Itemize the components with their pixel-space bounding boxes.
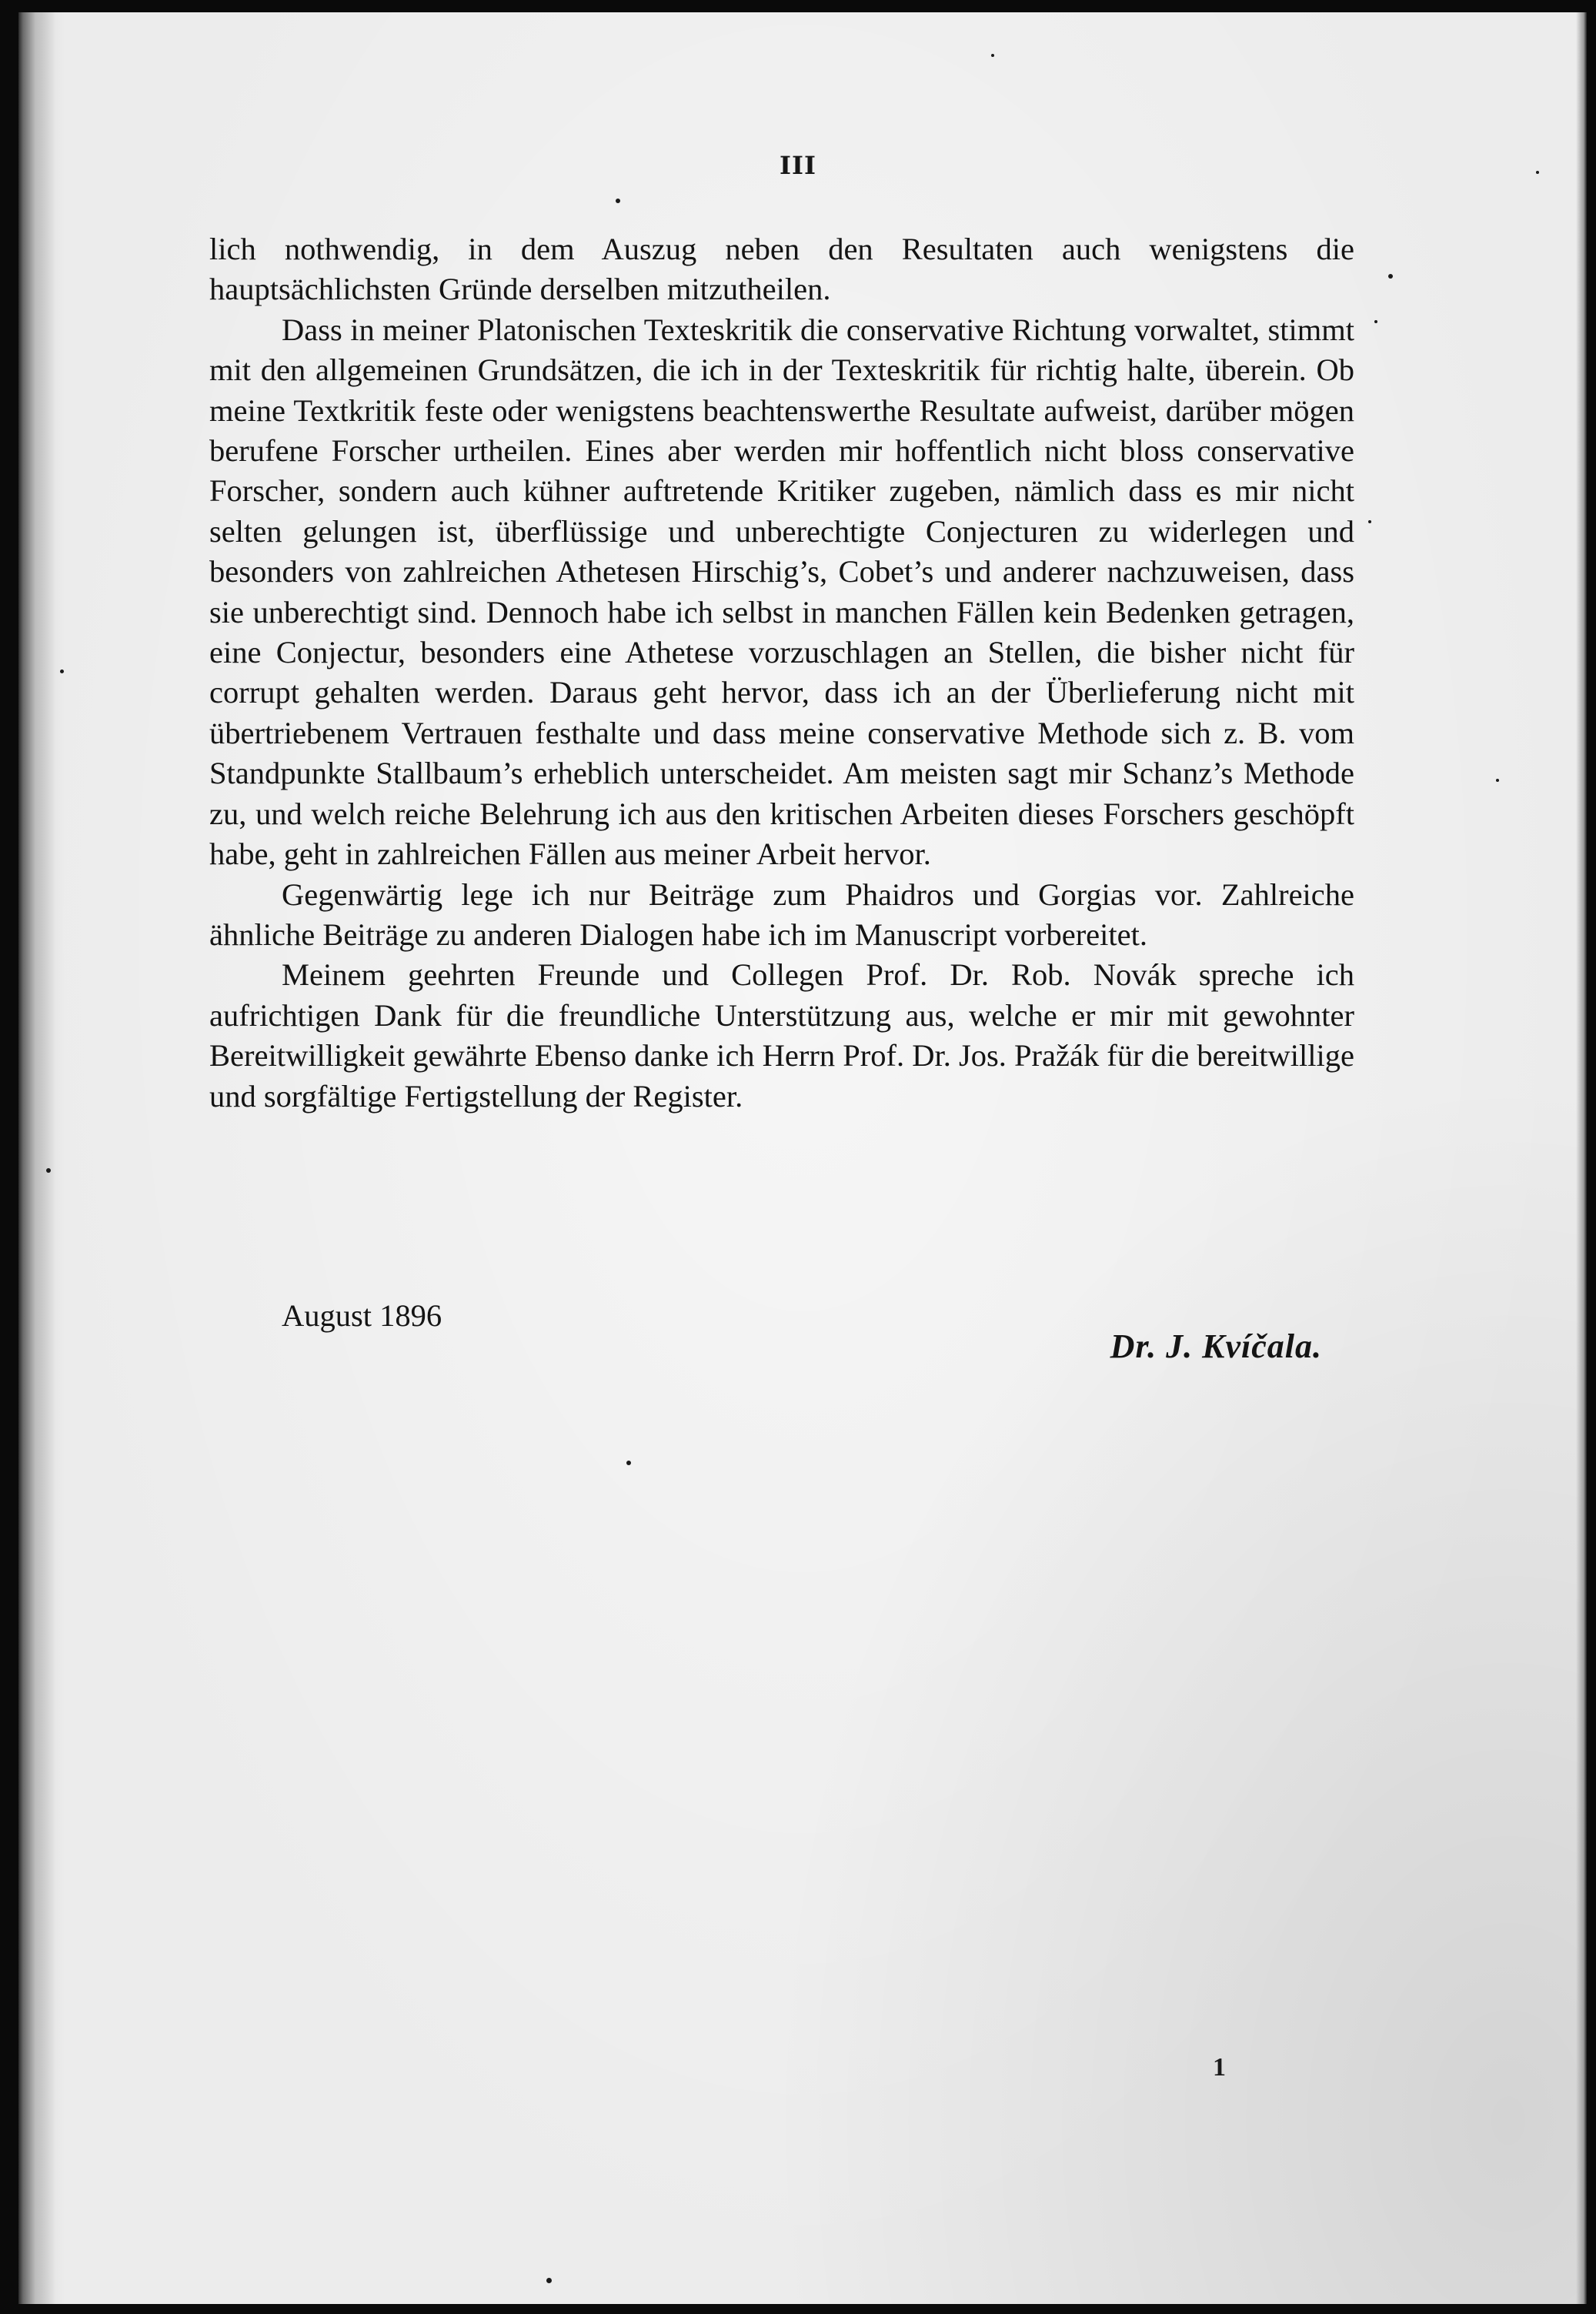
dust-speck <box>60 669 64 673</box>
printer-sheet-mark: 1 <box>1213 2053 1226 2082</box>
body-text <box>209 229 1354 1117</box>
dust-speck <box>1496 779 1499 782</box>
dust-speck <box>1368 520 1371 523</box>
dust-speck <box>1374 320 1377 323</box>
paragraph-4: Meinem geehrten Freunde und Collegen Prof. Dr. Rob. Novák spreche ich aufrichtigen Dank für die freundliche Unterstützung aus, welche er mir mit gewohnter Bereitwilligkeit gewährte Ebenso danke ich Herrn Prof. Dr. Jos. Pražák für die bereitwillige und sorgfältige Fertigstellung der Register. <box>209 957 1354 1114</box>
binding-shadow <box>18 12 55 2304</box>
paragraph-3: Gegenwärtig lege ich nur Beiträge zum Phaidros und Gorgias vor. Zahlreiche ähnliche Beiträge zu anderen Dialogen habe ich im Manuscript vorbereitet. <box>209 877 1354 952</box>
page-edge-shadow <box>1576 12 1587 2304</box>
dust-speck <box>991 54 994 57</box>
page-number-folio: III <box>780 151 816 180</box>
author-signature: Dr. J. Kvíčala. <box>1110 1327 1322 1365</box>
preface-date: August 1896 <box>282 1298 442 1333</box>
dust-speck <box>546 2278 552 2283</box>
paragraph-1: lich nothwendig, in dem Auszug neben den Resultaten auch wenigstens die hauptsächlichsten Gründe derselben mitzutheilen. <box>209 232 1354 307</box>
dust-speck <box>1388 274 1393 279</box>
dust-speck <box>626 1461 631 1465</box>
paragraph-2: Dass in meiner Platonischen Texteskritik die conservative Richtung vorwaltet, stimmt mit den allgemeinen Grundsätzen, die ich in der Texteskritik für richtig halte, überein. Ob meine Textkritik feste oder wenigstens beachtenswerthe Resultate aufweist, darüber mögen berufene Forscher urtheilen. Eines aber werden mir hoffentlich nicht bloss conservative Forscher, sondern auch kühner auftretende Kritiker zugeben, nämlich dass es mir nicht selten gelungen ist, überflüssige und unberechtigte Conjecturen zu widerlegen und besonders von zahlreichen Athetesen Hirschig’s, Cobet’s und anderer nachzuweisen, dass sie unberechtigt sind. Dennoch habe ich selbst in manchen Fällen kein Bedenken getragen, eine Conjectur, besonders eine Athetese vorzuschlagen an Stellen, die bisher nicht für corrupt gehalten werden. Daraus geht hervor, dass ich an der Überlieferung nicht mit übertriebenem Vertrauen festhalte und dass meine conservative Methode sich z. B. vom Standpunkte Stallbaum’s erheblich unterscheidet. Am meisten sagt mir Schanz’s Methode zu, und welch reiche Belehrung ich aus den kritischen Arbeiten dieses Forschers geschöpft habe, geht in zahlreichen Fällen aus meiner Arbeit hervor. <box>209 312 1354 872</box>
dust-speck <box>46 1168 51 1173</box>
dust-speck <box>616 199 620 203</box>
